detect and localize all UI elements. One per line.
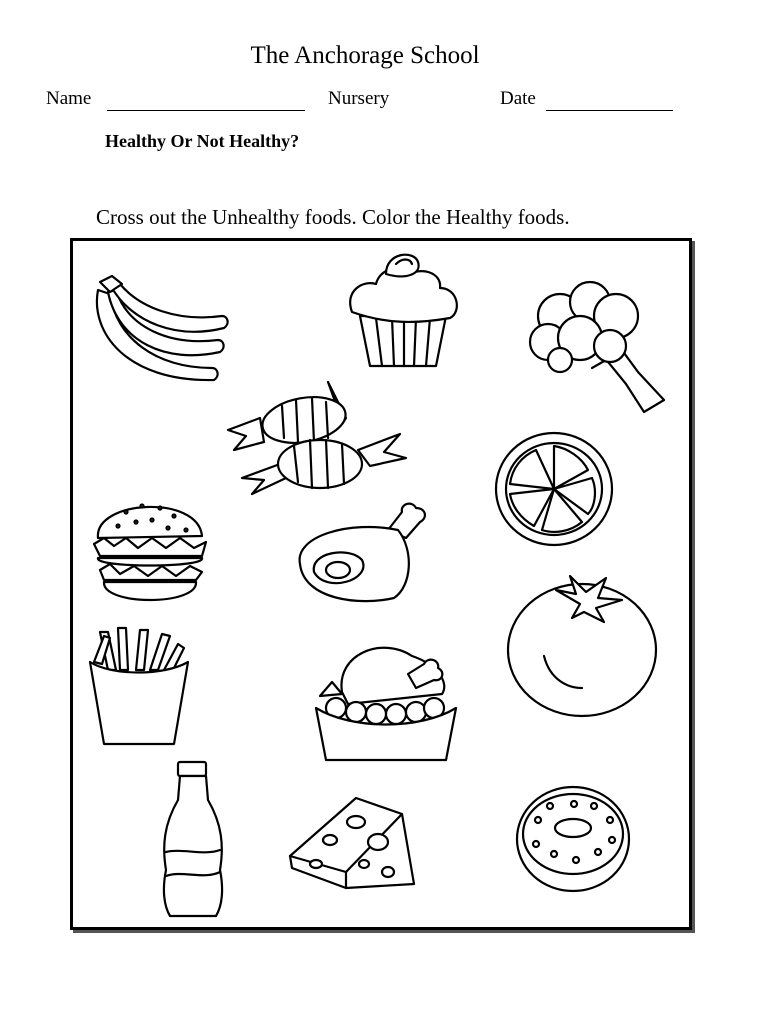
soda-bottle-icon[interactable] — [160, 760, 226, 920]
broccoli-icon[interactable] — [520, 276, 670, 418]
french-fries-icon[interactable] — [86, 626, 192, 748]
burger-icon[interactable] — [90, 486, 210, 608]
name-write-line[interactable] — [107, 110, 305, 111]
instructions: Cross out the Unhealthy foods. Color the Healthy foods. — [96, 205, 570, 229]
cupcake-icon[interactable] — [346, 246, 460, 370]
roast-chicken-icon[interactable] — [312, 634, 460, 766]
date-label: Date — [500, 88, 536, 109]
name-label: Name — [46, 88, 92, 109]
candy-icon[interactable] — [224, 374, 410, 494]
date-write-line[interactable] — [546, 110, 673, 111]
tomato-icon[interactable] — [504, 570, 660, 718]
chicken-leg-icon[interactable] — [290, 500, 430, 608]
banana-icon[interactable] — [86, 272, 236, 392]
cheese-icon[interactable] — [286, 794, 418, 890]
orange-slice-icon[interactable] — [492, 430, 616, 548]
class-label: Nursery — [328, 88, 390, 109]
worksheet-title: Healthy Or Not Healthy? — [105, 131, 300, 151]
school-title: The Anchorage School — [250, 42, 480, 69]
donut-icon[interactable] — [514, 784, 632, 894]
